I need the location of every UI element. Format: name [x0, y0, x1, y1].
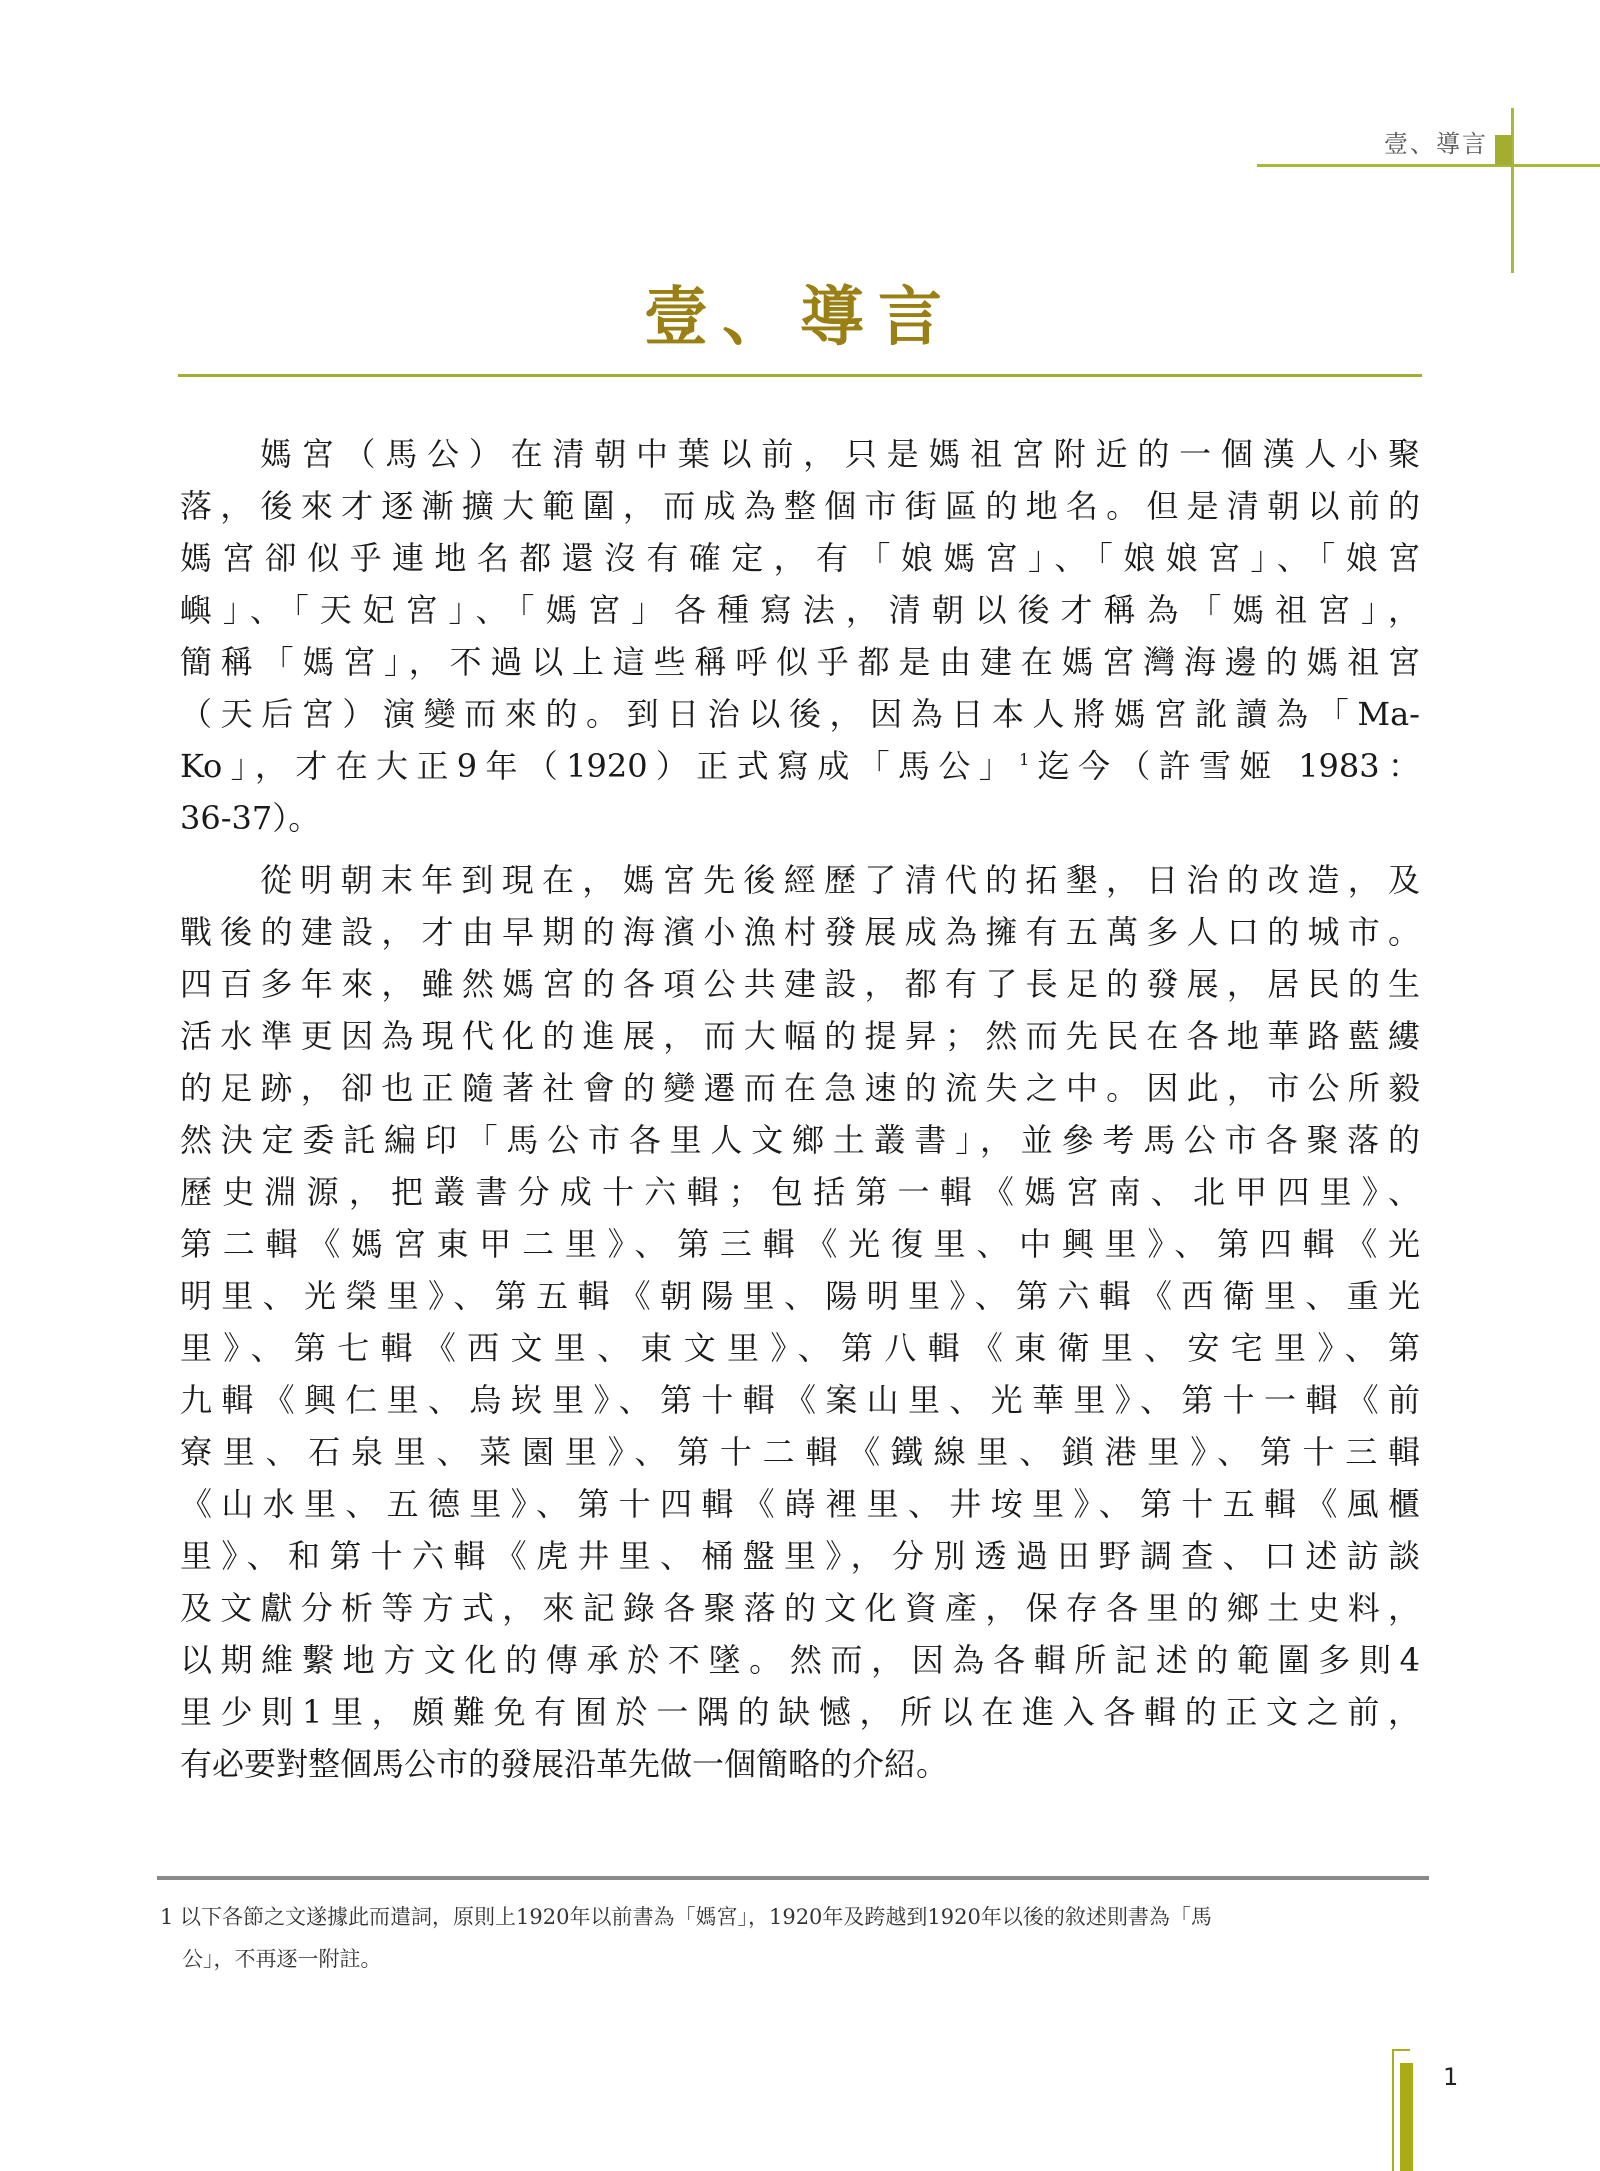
text-line: 嶼」、「天妃宮」、「媽宮」各種寫法，清朝以後才稱為「媽祖宮」，	[180, 591, 1420, 629]
footnote-line: 公」，不再逐一附註。	[182, 1947, 382, 1971]
text-line: 明里、光榮里》、第五輯《朝陽里、陽明里》、第六輯《西衛里、重光	[180, 1277, 1420, 1315]
running-header-title: 壹、導言	[1384, 130, 1488, 158]
text-line: 然決定委託編印「馬公市各里人文鄉土叢書」，並參考馬公市各聚落的	[180, 1121, 1420, 1159]
folio-marker-bar	[1400, 2063, 1413, 2171]
paragraph-1	[180, 428, 1420, 844]
text-line: （天后宮）演變而來的。到日治以後，因為日本人將媽宮訛讀為「Ma-	[180, 695, 1420, 733]
running-header-marker	[1495, 135, 1512, 165]
footnote-line: 1 以下各節之文遂據此而遣詞，原則上1920年以前書為「媽宮」，1920年及跨越到1920年以後的敘述則書為「馬	[160, 1905, 1212, 1929]
text-segment: Ko」，才在大正9年（1920）正式寫成「馬公」	[180, 747, 1020, 785]
text-line: 《山水里、五德里》、第十四輯《嵵裡里、井垵里》、第十五輯《風櫃	[180, 1485, 1420, 1523]
text-line: 四百多年來，雖然媽宮的各項公共建設，都有了長足的發展，居民的生	[180, 965, 1420, 1003]
page-number: 1	[1443, 2063, 1459, 2091]
text-line: 的足跡，卻也正隨著社會的變遷而在急速的流失之中。因此，市公所毅	[180, 1069, 1420, 1107]
text-line: 以期維繫地方文化的傳承於不墜。然而，因為各輯所記述的範圍多則4	[180, 1641, 1420, 1679]
footnote-reference[interactable]: 1	[1019, 750, 1030, 769]
paragraph-2	[180, 854, 1420, 1790]
footnote	[160, 1896, 1428, 1980]
text-line: 媽宮卻似乎連地名都還沒有確定，有「娘媽宮」、「娘娘宮」、「娘宮	[180, 539, 1420, 577]
chapter-title-rule	[178, 374, 1422, 377]
text-line: 媽宮（馬公）在清朝中葉以前，只是媽祖宮附近的一個漢人小聚	[260, 435, 1420, 473]
text-line: 里》、和第十六輯《虎井里、桶盤里》，分別透過田野調查、口述訪談	[180, 1537, 1420, 1575]
text-line: 從明朝末年到現在，媽宮先後經歷了清代的拓墾，日治的改造，及	[260, 861, 1420, 899]
text-line: 里少則1里，頗難免有囿於一隅的缺憾，所以在進入各輯的正文之前，	[180, 1693, 1420, 1731]
body-text	[180, 428, 1420, 1790]
text-line: 歷史淵源，把叢書分成十六輯；包括第一輯《媽宮南、北甲四里》、	[180, 1173, 1420, 1211]
text-line: 第二輯《媽宮東甲二里》、第三輯《光復里、中興里》、第四輯《光	[180, 1225, 1420, 1263]
running-header-rule	[1257, 164, 1600, 167]
text-line: 戰後的建設，才由早期的海濱小漁村發展成為擁有五萬多人口的城市。	[180, 913, 1420, 951]
text-line-with-footnote-ref	[180, 740, 1420, 792]
running-header-vertical-rule	[1511, 108, 1514, 273]
text-line: 寮里、石泉里、菜園里》、第十二輯《鐵線里、鎖港里》、第十三輯	[180, 1433, 1420, 1471]
text-line: 活水準更因為現代化的進展，而大幅的提昇；然而先民在各地華路藍縷	[180, 1017, 1420, 1055]
text-line: 36-37）。	[180, 799, 321, 837]
text-line: 里》、第七輯《西文里、東文里》、第八輯《東衛里、安宅里》、第	[180, 1329, 1420, 1367]
chapter-title: 壹、導言	[644, 280, 956, 355]
text-line: 及文獻分析等方式，來記錄各聚落的文化資產，保存各里的鄉土史料，	[180, 1589, 1420, 1627]
footnote-separator	[157, 1876, 1429, 1880]
text-line: 落，後來才逐漸擴大範圍，而成為整個市街區的地名。但是清朝以前的	[180, 487, 1420, 525]
text-line: 簡稱「媽宮」，不過以上這些稱呼似乎都是由建在媽宮灣海邊的媽祖宮	[180, 643, 1420, 681]
text-line: 有必要對整個馬公市的發展沿革先做一個簡略的介紹。	[180, 1745, 949, 1783]
text-segment: 迄今（許雪姬 1983：	[1029, 747, 1420, 785]
text-line: 九輯《興仁里、烏崁里》、第十輯《案山里、光華里》、第十一輯《前	[180, 1381, 1420, 1419]
